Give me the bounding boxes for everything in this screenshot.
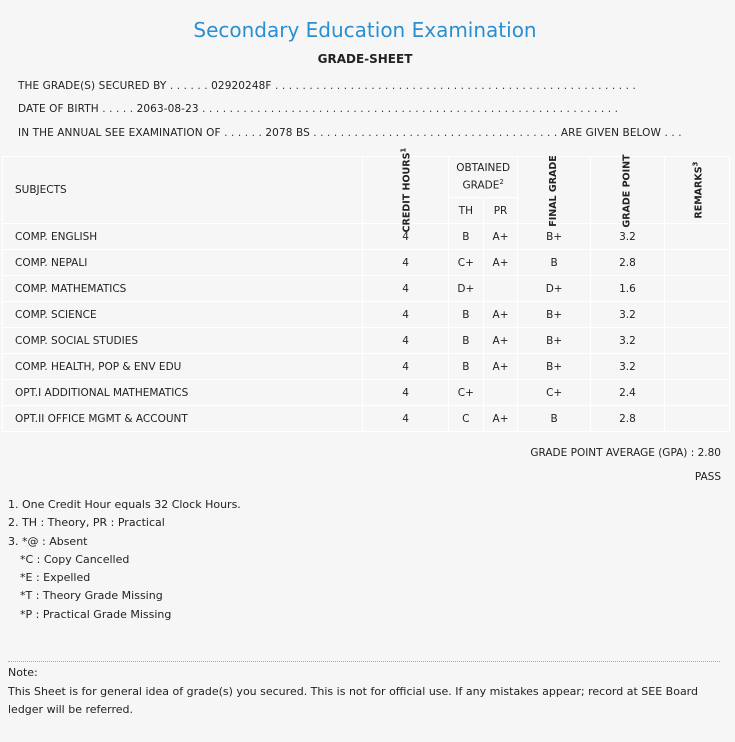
cell-pr: A+: [483, 406, 518, 432]
cell-th: C+: [448, 380, 483, 406]
footnote-1: 1. One Credit Hour equals 32 Clock Hours.: [8, 498, 241, 511]
header-grade-point: GRADE POINT: [590, 157, 664, 224]
info-dob: DATE OF BIRTH . . . . . 2063-08-23 . . . . . . . . . . . . . . . . . . . . . . . . . . . . . . . . . . . . . . . . . . . . . . . . . . . . . . . . . . . . .: [18, 103, 619, 115]
cell-th: B: [448, 328, 483, 354]
page-title: Secondary Education Examination: [193, 18, 537, 42]
note-divider: [8, 661, 720, 662]
grade-rows: [3, 224, 730, 432]
grades-table: [2, 147, 730, 432]
cell-grade-point: 3.2: [590, 328, 664, 354]
cell-final-grade: B+: [518, 302, 591, 328]
cell-credit-hours: 4: [363, 380, 449, 406]
header-pr: PR: [483, 198, 518, 224]
cell-subject: COMP. NEPALI: [3, 250, 363, 276]
cell-final-grade: B: [518, 250, 591, 276]
cell-pr: A+: [483, 354, 518, 380]
cell-grade-point: 3.2: [590, 224, 664, 250]
footnotes: [8, 496, 241, 624]
cell-subject: COMP. HEALTH, POP & ENV EDU: [3, 354, 363, 380]
cell-credit-hours: 4: [363, 250, 449, 276]
cell-final-grade: D+: [518, 276, 591, 302]
cell-pr: A+: [483, 328, 518, 354]
cell-final-grade: B+: [518, 328, 591, 354]
cell-subject: COMP. ENGLISH: [3, 224, 363, 250]
cell-final-grade: B: [518, 406, 591, 432]
cell-grade-point: 2.8: [590, 406, 664, 432]
cell-remarks: [665, 302, 730, 328]
cell-subject: COMP. MATHEMATICS: [3, 276, 363, 302]
header-final-grade: FINAL GRADE: [518, 157, 591, 224]
cell-remarks: [665, 276, 730, 302]
secured-by-value: 02920248F: [211, 80, 272, 92]
secured-by-label: THE GRADE(S) SECURED BY: [18, 80, 167, 92]
cell-final-grade: C+: [518, 380, 591, 406]
cell-th: C+: [448, 250, 483, 276]
cell-remarks: [665, 328, 730, 354]
cell-credit-hours: 4: [363, 406, 449, 432]
table-row: [3, 406, 730, 432]
footnote-3: 3. *@ : Absent: [8, 534, 88, 548]
info-secured-by: THE GRADE(S) SECURED BY . . . . . . 02920248F . . . . . . . . . . . . . . . . . . . . . . . . . . . . . . . . . . . . . . . . . . . . . . . . . . . . .: [18, 80, 636, 92]
cell-subject: COMP. SOCIAL STUDIES: [3, 328, 363, 354]
cell-remarks: [665, 250, 730, 276]
cell-grade-point: 2.4: [590, 380, 664, 406]
cell-th: B: [448, 302, 483, 328]
header-remarks: REMARKS$^3$: [665, 157, 730, 224]
cell-pr: [483, 276, 518, 302]
header-th: TH: [448, 198, 483, 224]
cell-credit-hours: 4: [363, 328, 449, 354]
cell-final-grade: B+: [518, 354, 591, 380]
table-row: [3, 380, 730, 406]
footnote-3b: *E : Expelled: [20, 571, 91, 585]
cell-pr: A+: [483, 250, 518, 276]
cell-remarks: [665, 380, 730, 406]
cell-credit-hours: 4: [363, 302, 449, 328]
gpa-summary: [530, 447, 721, 459]
footnote-3a: *C : Copy Cancelled: [20, 552, 130, 566]
cell-th: D+: [448, 276, 483, 302]
table-row: [3, 302, 730, 328]
footnote-3d: *P : Practical Grade Missing: [20, 607, 172, 621]
cell-th: B: [448, 224, 483, 250]
cell-grade-point: 3.2: [590, 302, 664, 328]
header-obtained-grade: OBTAINED GRADE$^2$: [448, 157, 517, 198]
cell-th: B: [448, 354, 483, 380]
header-credit-hours: CREDIT HOURS$^1$: [363, 157, 449, 224]
dob-value: 2063-08-23: [136, 103, 199, 115]
cell-subject: OPT.I ADDITIONAL MATHEMATICS: [3, 380, 363, 406]
cell-pr: A+: [483, 302, 518, 328]
cell-subject: OPT.II OFFICE MGMT & ACCOUNT: [3, 406, 363, 432]
gpa-label: GRADE POINT AVERAGE (GPA) :: [530, 447, 695, 459]
exam-label: IN THE ANNUAL SEE EXAMINATION OF: [18, 127, 221, 139]
cell-final-grade: B+: [518, 224, 591, 250]
footnote-3c: *T : Theory Grade Missing: [20, 589, 163, 603]
exam-suffix: ARE GIVEN BELOW: [560, 127, 661, 139]
page-subtitle: GRADE-SHEET: [317, 52, 413, 66]
cell-remarks: [665, 224, 730, 250]
result-status: PASS: [694, 471, 721, 483]
cell-remarks: [665, 354, 730, 380]
exam-value: 2078 BS: [265, 127, 310, 139]
cell-pr: [483, 380, 518, 406]
dob-label: DATE OF BIRTH: [18, 103, 99, 115]
gpa-value: 2.80: [697, 447, 721, 459]
table-row: [3, 328, 730, 354]
cell-th: C: [448, 406, 483, 432]
cell-pr: A+: [483, 224, 518, 250]
cell-grade-point: 3.2: [590, 354, 664, 380]
table-row: [3, 250, 730, 276]
table-row: [3, 354, 730, 380]
cell-credit-hours: 4: [363, 276, 449, 302]
cell-credit-hours: 4: [363, 354, 449, 380]
header-subjects: SUBJECTS: [3, 157, 363, 224]
table-row: [3, 276, 730, 302]
table-row: [3, 224, 730, 250]
cell-remarks: [665, 406, 730, 432]
note-label: Note:: [8, 666, 38, 679]
cell-credit-hours: 4: [363, 224, 449, 250]
table-header-row: [3, 157, 730, 198]
footnote-2: 2. TH : Theory, PR : Practical: [8, 516, 165, 530]
note-text: This Sheet is for general idea of grade(s) you secured. This is not for official use. If any mistakes appear; record at SEE Board ledger will be referred.: [8, 685, 698, 716]
cell-subject: COMP. SCIENCE: [3, 302, 363, 328]
cell-grade-point: 2.8: [590, 250, 664, 276]
cell-grade-point: 1.6: [590, 276, 664, 302]
info-exam: IN THE ANNUAL SEE EXAMINATION OF . . . . . . 2078 BS . . . . . . . . . . . . . . . . . . . . . . . . . . . . . . . . . . . . ARE GIVEN BELOW . . .: [18, 127, 682, 139]
